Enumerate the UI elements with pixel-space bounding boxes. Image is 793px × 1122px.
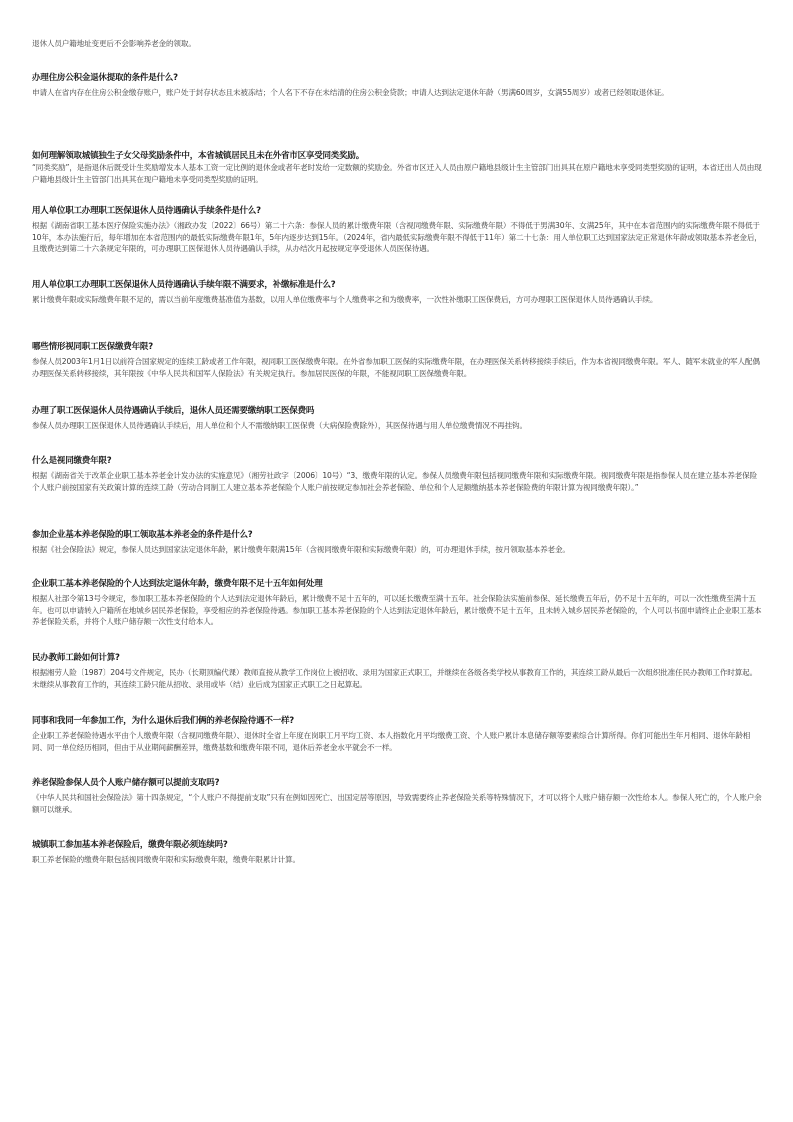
faq-answer: 企业职工养老保险待遇水平由个人缴费年限（含视同缴费年限）、退休时全省上年度在岗职工月平均工资、本人指数化月平均缴费工资、个人账户累计本息储存额等要素综合计算所得。你们可能出生年月相同、退休年龄相同、同一单位经历相同，但由于从业期间薪酬差异，缴费基数和缴费年限不同，退休后养老金水平就会不一样。 <box>32 731 751 752</box>
faq-question: 养老保险参保人员个人账户储存额可以提前支取吗? <box>32 778 220 788</box>
faq-question: 哪些情形视同职工医保缴费年限? <box>32 342 153 352</box>
intro-block <box>32 38 762 50</box>
faq-question: 用人单位职工办理职工医保退休人员待遇确认手续条件是什么? <box>32 206 261 216</box>
faq-item <box>32 279 762 306</box>
faq-item <box>32 715 762 753</box>
faq-question: 民办教师工龄如何计算? <box>32 653 120 663</box>
faq-item <box>32 777 762 815</box>
faq-item <box>32 455 762 493</box>
faq-answer: 根据人社部令第13号令规定，参加职工基本养老保险的个人达到法定退休年龄后，累计缴费不足十五年的，可以延长缴费至满十五年。社会保险法实施前参保、延长缴费五年后，仍不足十五年的，可以一次性缴费至满十五年。也可以申请转入户籍所在地城乡居民养老保险，享受相应的养老保险待遇。参加职工基本养老保险的个人达到法定退休年龄后，累计缴费不足十五年，且未转入城乡居民养老保险的，个人可以书面申请终止企业职工基本养老保险关系，并将个人账户储存额一次性支付给本人。 <box>32 594 762 626</box>
faq-answer: 根据湘劳人险〔1987〕204号文件规定，民办（长期顶编代课）教师直接从教学工作岗位上被招收、录用为国家正式职工，并继续在各级各类学校从事教育工作的，其连续工龄从最后一次组织批准任民办教师工作时算起。未继续从事教育工作的，其连续工龄只能从招收、录用或毕（结）业后成为国家正式职工之日起算起。 <box>32 668 758 689</box>
faq-item <box>32 578 762 628</box>
faq-question: 城镇职工参加基本养老保险后，缴费年限必须连续吗? <box>32 840 228 850</box>
faq-answer: 根据《湖南省关于改革企业职工基本养老金计发办法的实施意见》（湘劳社政字〔2006〕10号）“3、缴费年限的认定。参保人员缴费年限包括视同缴费年限和实际缴费年限。视同缴费年限是指参保人员在建立基本养老保险个人账户前按国家有关政策计算的连续工龄（劳动合同制工人建立基本养老保险个人账户前按规定参加社会养老保险、单位和个人足额缴纳基本养老保险费的年限计算为视同缴费年限）。” <box>32 471 758 492</box>
faq-item <box>32 72 762 99</box>
faq-answer: 参保人员办理职工医保退休人员待遇确认手续后，用人单位和个人不需缴纳职工医保费（大病保险费除外），其医保待遇与用人单位缴费情况不再挂钩。 <box>32 421 527 430</box>
faq-question: 如何理解领取城镇独生子女父母奖励条件中，本省城镇居民且未在外省市区享受同类奖励。 <box>32 151 365 161</box>
faq-question: 同事和我同一年参加工作，为什么退休后我们俩的养老保险待遇不一样? <box>32 716 295 726</box>
faq-answer: 根据《社会保险法》规定，参保人员达到国家法定退休年龄，累计缴费年限满15年（含视同缴费年限和实际缴费年限）的，可办理退休手续，按月领取基本养老金。 <box>32 545 570 554</box>
faq-question: 参加企业基本养老保险的职工领取基本养老金的条件是什么? <box>32 530 253 540</box>
faq-answer: 《中华人民共和国社会保险法》第十四条规定，“个人账户不得提前支取”只有在例如因死亡、出国定居等原因，导致需要终止养老保险关系等特殊情况下，才可以将个人账户储存额一次性给本人。参保人死亡的，个人账户余额可以继承。 <box>32 793 762 814</box>
faq-item <box>32 341 762 379</box>
faq-answer: 根据《湖南省职工基本医疗保险实施办法》（湘政办发〔2022〕66号）第二十六条：参保人员的累计缴费年限（含视同缴费年限、实际缴费年限）不得低于男满30年、女满25年，其中在本省范围内的实际缴费年限不得低于10年，本办法施行后，每年增加在本省范围内的最低实际缴费年限1年，5年内逐步达到15年。（2024年，省内最低实际缴费年限不得低于11年）第二十七条：用人单位职工达到国家法定正常退休年龄或领取基本养老金后，且缴费达到第二十六条规定年限的，可办理职工医保退休人员待遇确认手续，从办结次月起按规定享受退休人员医保待遇。 <box>32 221 762 253</box>
faq-item <box>32 405 762 432</box>
faq-answer: 职工养老保险的缴费年限包括视同缴费年限和实际缴费年限，缴费年限累计计算。 <box>32 855 300 864</box>
faq-item <box>32 205 762 255</box>
faq-question: 用人单位职工办理职工医保退休人员待遇确认手续年限不满要求，补缴标准是什么? <box>32 280 336 290</box>
faq-item <box>32 150 762 185</box>
faq-item <box>32 652 762 690</box>
faq-item <box>32 839 762 866</box>
faq-question: 企业职工基本养老保险的个人达到法定退休年龄，缴费年限不足十五年如何处理 <box>32 579 323 589</box>
faq-question: 办理住房公积金退休提取的条件是什么? <box>32 73 178 83</box>
faq-question: 办理了职工医保退休人员待遇确认手续后，退休人员还需要缴纳职工医保费吗 <box>32 406 315 416</box>
faq-answer: “同类奖励”，是指退休后既受计生奖励增发本人基本工资一定比例的退休金或者年老时发给一定数额的奖励金。外省市区迁入人员由原户籍地县级计生主管部门出具其在原户籍地未享受同类型奖励的证明，本省迁出人员由现户籍地县级计生主管部门出具其在现户籍地未享受同类型奖励的证明。 <box>32 163 762 184</box>
faq-answer: 申请人在省内存在住房公积金缴存账户，账户处于封存状态且未被冻结；个人名下不存在未结清的住房公积金贷款；申请人达到法定退休年龄（男满60周岁，女满55周岁）或者已经领取退休证。 <box>32 88 669 97</box>
faq-question: 什么是视同缴费年限? <box>32 456 112 466</box>
faq-answer: 累计缴费年限或实际缴费年限不足的，需以当前年度缴费基准值为基数，以用人单位缴费率与个人缴费率之和为缴费率，一次性补缴职工医保费后，方可办理职工医保退休人员待遇确认手续。 <box>32 295 658 304</box>
faq-answer: 参保人员2003年1月1日以前符合国家规定的连续工龄或者工作年限，视同职工医保缴费年限。在外省参加职工医保的实际缴费年限，在办理医保关系转移接续手续后，作为本省视同缴费年限。军人、随军未就业的军人配偶办理医保关系转移接续，其年限按《中华人民共和国军人保险法》有关规定执行。参加居民医保的年限，不能视同职工医保缴费年限。 <box>32 357 760 378</box>
intro-text: 退休人员户籍地址变更后不会影响养老金的领取。 <box>32 39 196 48</box>
faq-item <box>32 529 762 556</box>
